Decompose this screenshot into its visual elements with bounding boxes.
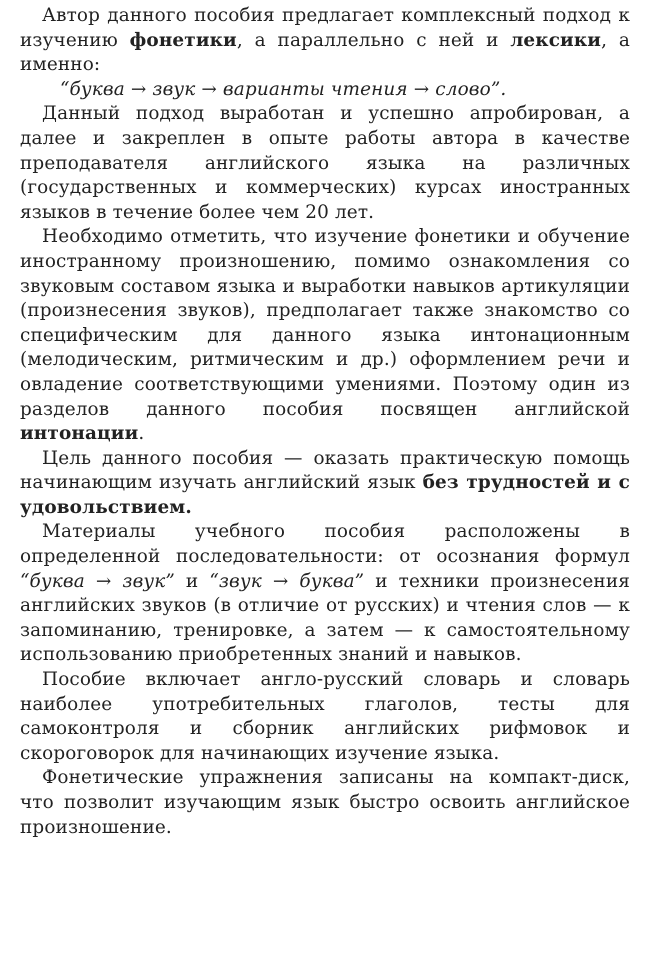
paragraph-contents: Пособие включает англо-русский словарь и словарь наиболее употребительных глаголов, тесты для самоконтроля и сборник английских рифмовок и скороговорок для начинающих изучение языка. [20, 669, 630, 764]
keyword-phonetics: фонетики [129, 29, 237, 51]
paragraph-intro: Автор данного пособия предлагает комплексный подход к изучению фонетики, а параллельно с ней и лексики, а именно: [20, 5, 630, 76]
paragraph-materials: Материалы учебного пособия расположены в определенной последовательности: от осознания формул “буква → звук” и “звук → буква” и техники произнесения английских звуков (в отличие от русских) и чтения слов — к запоминанию, тренировке, а затем — к самостоятельному использованию приобретенных знаний и навыков. [20, 521, 630, 666]
keyword-lexis: лексики [510, 29, 602, 51]
formula-letter-sound: “буква → звук” [20, 570, 175, 592]
paragraph-approach: Данный подход выработан и успешно апробирован, а далее и закреплен в опыте работы автора в качестве преподавателя английского языка на различных (государственных и коммерческих) курсах иностранных языков в течение более чем 20 лет. [20, 103, 630, 223]
document-page [20, 4, 630, 840]
formula-sound-letter: “звук → буква” [209, 570, 365, 592]
paragraph-cd: Фонетические упражнения записаны на компакт-диск, что позволит изучающим язык быстро освоить английское произношение. [20, 767, 630, 838]
paragraph-goal: Цель данного пособия — оказать практическую помощь начинающим изучать английский язык без трудностей и с удовольствием. [20, 447, 630, 518]
keyword-no-difficulty: без трудностей и с удовольствием. [20, 472, 630, 518]
formula-line: “буква → звук → варианты чтения → слово”. [60, 78, 507, 100]
paragraph-intonation: Необходимо отметить, что изучение фонетики и обучение иностранному произношению, помимо ознакомления со звуковым составом языка и выработки навыков артикуляции (произнесения звуков), предполагает также знакомство со специфическим для данного языка интонационным (мелодическим, ритмическим и др.) оформлением речи и овладение соответствующими умениями. Поэтому один из разделов данного пособия посвящен английской интонации. [20, 226, 630, 445]
keyword-intonation: интонации [20, 423, 139, 445]
